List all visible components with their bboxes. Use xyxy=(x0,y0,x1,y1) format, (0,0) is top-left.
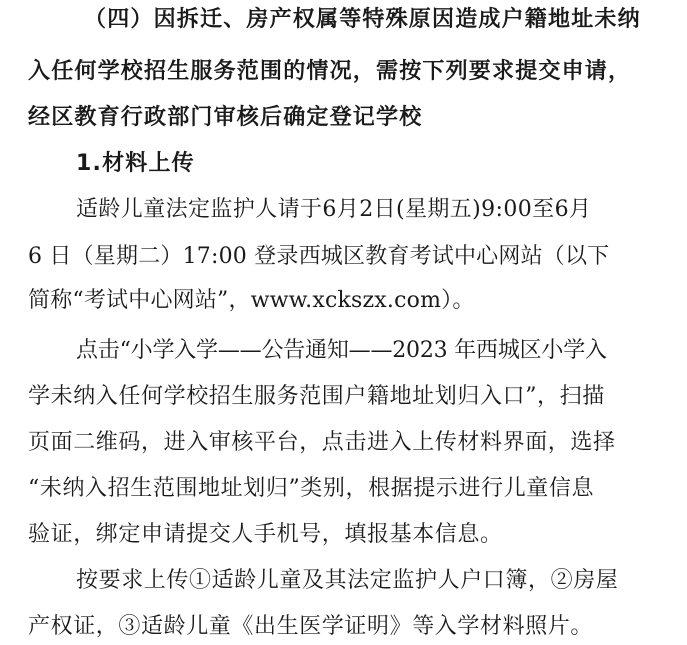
paragraph-3-line-2: 产权证，③适龄儿童《出生医学证明》等入学材料照片。 xyxy=(28,614,594,639)
paragraph-2-line-3: 页面二维码，进入审核平台，点击进入上传材料界面，选择 xyxy=(28,430,616,455)
section-heading-line-2: 入任何学校招生服务范围的情况，需按下列要求提交申请， xyxy=(28,59,632,84)
section-heading-line-1: （四）因拆迁、房产权属等特殊原因造成户籍地址未纳 xyxy=(84,7,641,32)
section-heading-line-3: 经区教育行政部门审核后确定登记学校 xyxy=(28,105,423,130)
subheading-materials-upload: 1.材料上传 xyxy=(76,151,195,176)
paragraph-3-line-1: 按要求上传①适龄儿童及其法定监护人户口簿，②房屋 xyxy=(76,568,619,593)
paragraph-2-line-5: 验证，绑定申请提交人手机号，填报基本信息。 xyxy=(28,522,503,547)
paragraph-2-line-1: 点击“小学入学——公告通知——2023 年西城区小学入 xyxy=(76,338,607,363)
paragraph-2-line-2: 学未纳入任何学校招生服务范围户籍地址划归入口”，扫描 xyxy=(28,384,605,409)
paragraph-2-line-4: “未纳入招生范围地址划归”类别，根据提示进行儿童信息 xyxy=(28,476,595,501)
paragraph-1-line-3: 简称“考试中心网站”，www.xckszx.com）。 xyxy=(28,288,475,313)
paragraph-1-line-2: 6 日（星期二）17:00 登录西城区教育考试中心网站（以下 xyxy=(28,244,610,269)
paragraph-1-line-1: 适龄儿童法定监护人请于6月2日(星期五)9:00至6月 xyxy=(76,197,592,222)
